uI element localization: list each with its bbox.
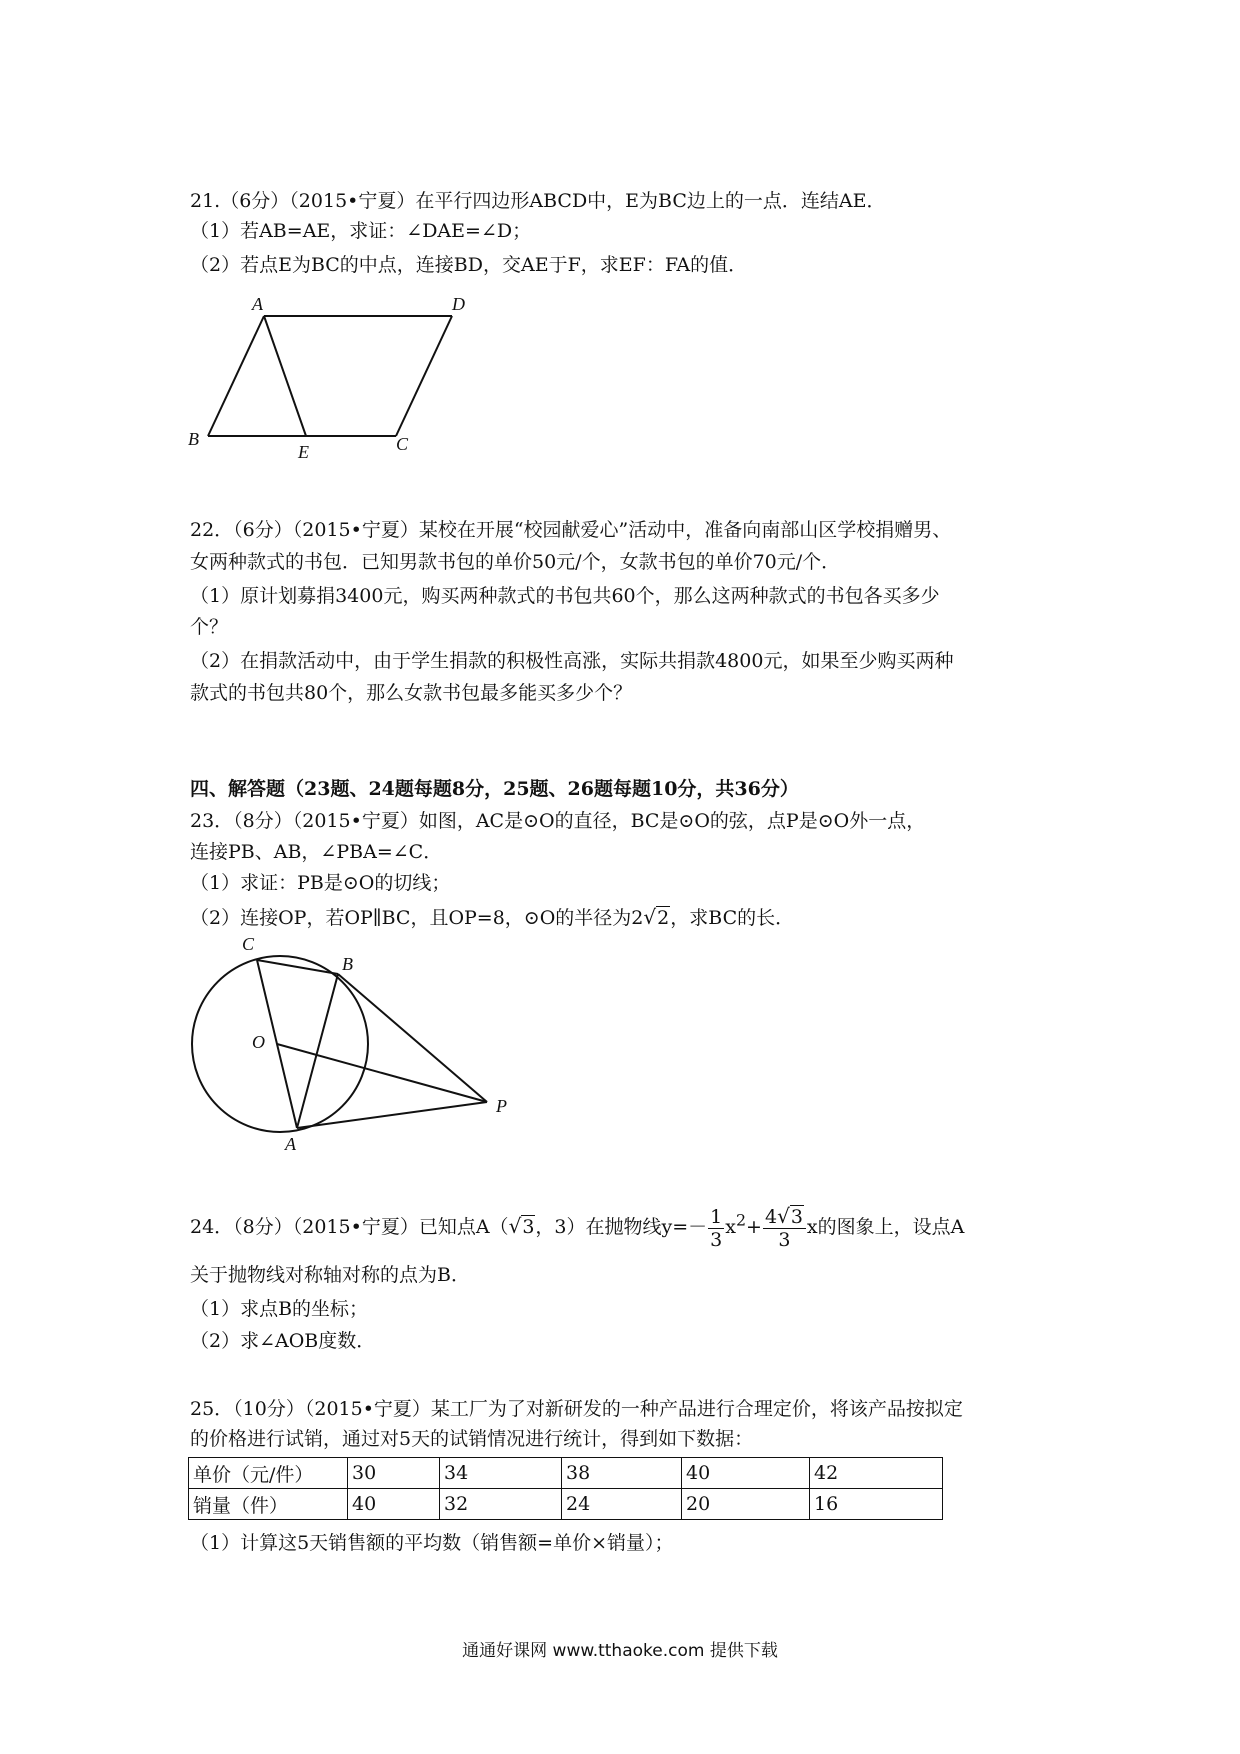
q24-fraction-2-numerator — [763, 1205, 806, 1229]
table-cell: 42 — [810, 1458, 943, 1489]
q23-line1: 23．（8分）（2015•宁夏）如图，AC是⊙O的直径，BC是⊙O的弦，点P是⊙O外一点， — [190, 810, 926, 832]
table-cell: 30 — [348, 1458, 440, 1489]
q24-fraction-2-radicand: 3 — [790, 1206, 803, 1228]
q21-label-C: C — [396, 434, 409, 454]
table-cell: 40 — [348, 1489, 440, 1520]
q23-label-B: B — [342, 954, 353, 974]
q24-plus: + — [746, 1216, 762, 1238]
q24-radicand-point: 3 — [522, 1216, 535, 1238]
q24-fraction-1-denominator: 3 — [710, 1228, 723, 1251]
table-row — [189, 1489, 943, 1520]
q24-exponent: 2 — [735, 1210, 747, 1230]
table-cell: 34 — [440, 1458, 562, 1489]
q23-line2: 连接PB、AB，∠PBA=∠C． — [190, 841, 443, 863]
q25-part1: （1）计算这5天销售额的平均数（销售额=单价×销量）； — [190, 1532, 674, 1554]
q23-line4-text-b: ，求BC的长． — [670, 907, 795, 929]
q24-part2: （2）求∠AOB度数． — [190, 1330, 376, 1352]
q23-circle-figure — [180, 930, 520, 1155]
q24-x: x — [725, 1216, 736, 1238]
table-cell: 24 — [562, 1489, 682, 1520]
table-cell: 16 — [810, 1489, 943, 1520]
table-row-label: 单价（元/件） — [189, 1458, 348, 1489]
q22-line6: 款式的书包共80个，那么女款书包最多能买多少个？ — [190, 682, 633, 704]
q21-part1: （1）若AB=AE，求证：∠DAE=∠D； — [190, 220, 532, 242]
table-cell: 40 — [682, 1458, 810, 1489]
table-row — [189, 1458, 943, 1489]
q24-fraction-2 — [763, 1205, 806, 1251]
q23-radicand: 2 — [657, 907, 670, 929]
q23-line4-text-a: （2）连接OP，若OP∥BC，且OP=8，⊙O的半径为2 — [190, 907, 644, 929]
q23-line4 — [190, 904, 794, 931]
q24-line1-text-a: 24．（8分）（2015•宁夏）已知点A（ — [190, 1216, 509, 1238]
q24-line1-text-b: ，3）在抛物线y=－ — [535, 1216, 708, 1238]
q25-data-table — [188, 1457, 943, 1520]
q23-label-O: O — [252, 1032, 265, 1052]
radical-sign: √ — [508, 1214, 522, 1238]
q24-line1 — [190, 1205, 964, 1251]
q24-fraction-2-denominator: 3 — [778, 1229, 791, 1251]
q24-line2: 关于抛物线对称轴对称的点为B． — [190, 1264, 470, 1286]
q23-label-C: C — [242, 934, 255, 954]
q23-label-P: P — [496, 1096, 507, 1116]
radical-sign: √ — [643, 905, 657, 929]
q24-line1-text-e: x的图象上，设点A — [806, 1216, 965, 1238]
q21-label-E: E — [298, 442, 309, 462]
q21-label-B: B — [188, 429, 199, 449]
q22-line2: 女两种款式的书包．已知男款书包的单价50元/个，女款书包的单价70元/个． — [190, 551, 841, 573]
q25-line2: 的价格进行试销，通过对5天的试销情况进行统计，得到如下数据： — [190, 1428, 754, 1450]
q21-label-A: A — [252, 294, 263, 314]
q22-line4: 个？ — [190, 616, 229, 638]
table-cell: 38 — [562, 1458, 682, 1489]
q24-fraction-1 — [708, 1206, 724, 1251]
page-footer: 通通好课网 www.tthaoke.com 提供下载 — [462, 1641, 778, 1661]
table-row-label: 销量（件） — [189, 1489, 348, 1520]
radical-sign: √ — [777, 1204, 790, 1228]
q21-label-D: D — [452, 294, 465, 314]
q23-label-A: A — [285, 1134, 296, 1154]
q24-fraction-1-numerator: 1 — [710, 1205, 723, 1228]
q22-line5: （2）在捐款活动中，由于学生捐款的积极性高涨，实际共捐款4800元，如果至少购买两种 — [190, 650, 954, 672]
q22-line3: （1）原计划募捐3400元，购买两种款式的书包共60个，那么这两种款式的书包各买多少 — [190, 585, 940, 607]
q23-line3: （1）求证：PB是⊙O的切线； — [190, 872, 451, 894]
table-cell: 32 — [440, 1489, 562, 1520]
q21-parallelogram-figure — [180, 290, 480, 470]
q25-line1: 25．（10分）（2015•宁夏）某工厂为了对新研发的一种产品进行合理定价，将该产品按拟定 — [190, 1398, 963, 1420]
q21-stem: 21.（6分）（2015•宁夏）在平行四边形ABCD中，E为BC边上的一点．连结AE． — [190, 190, 886, 212]
q24-part1: （1）求点B的坐标； — [190, 1298, 369, 1320]
q22-line1: 22．（6分）（2015•宁夏）某校在开展“校园献爱心”活动中，准备向南部山区学校捐赠男、 — [190, 519, 952, 541]
table-cell: 20 — [682, 1489, 810, 1520]
q21-part2: （2）若点E为BC的中点，连接BD，交AE于F，求EF：FA的值． — [190, 254, 748, 276]
section-header: 四、解答题（23题、24题每题8分，25题、26题每题10分，共36分） — [190, 778, 799, 800]
q24-fraction-2-coefficient: 4 — [764, 1206, 778, 1228]
